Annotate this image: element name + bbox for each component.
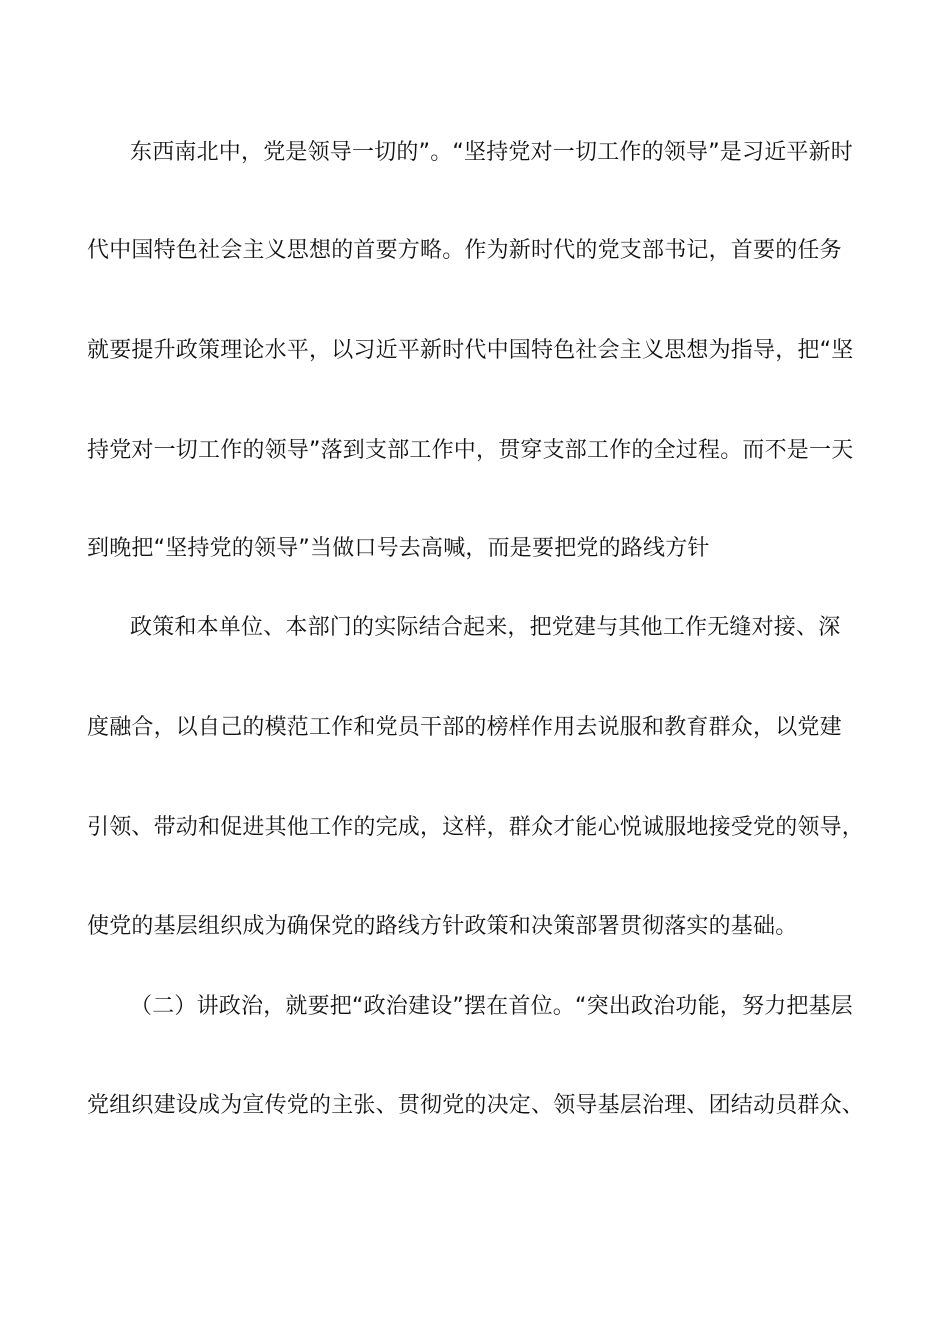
text-line-5: 到晚把“坚持党的领导”当做口号去高喊，而是要把党的路线方针 <box>87 536 710 561</box>
text-line-1: 东西南北中，党是领导一切的”。“坚持党对一切工作的领导”是习近平新时 <box>130 140 853 165</box>
text-line-6: 政策和本单位、本部门的实际结合起来，把党建与其他工作无缝对接、深 <box>130 615 841 640</box>
text-line-8: 引领、带动和促进其他工作的完成，这样，群众才能心悦诚服地接受党的领导， <box>87 815 865 840</box>
text-line-3: 就要提升政策理论水平，以习近平新时代中国特色社会主义思想为指导，把“坚 <box>87 338 854 363</box>
text-line-4: 持党对一切工作的领导”落到支部工作中，贯穿支部工作的全过程。而不是一天 <box>87 438 854 463</box>
text-line-11: 党组织建设成为宣传党的主张、贯彻党的决定、领导基层治理、团结动员群众、 <box>87 1093 865 1118</box>
text-line-9: 使党的基层组织成为确保党的路线方针政策和决策部署贯彻落实的基础。 <box>87 914 798 939</box>
text-line-10: （二）讲政治，就要把“政治建设”摆在首位。“突出政治功能，努力把基层 <box>130 994 853 1019</box>
text-line-7: 度融合，以自己的模范工作和党员干部的榜样作用去说服和教育群众，以党建 <box>87 715 842 740</box>
text-line-2: 代中国特色社会主义思想的首要方略。作为新时代的党支部书记，首要的任务 <box>87 238 842 263</box>
